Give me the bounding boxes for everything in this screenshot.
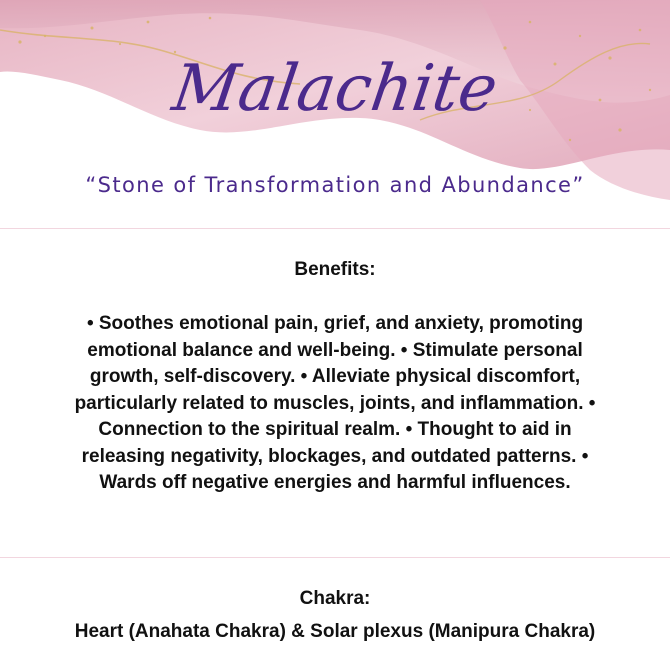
chakra-heading: Chakra:: [299, 588, 371, 609]
divider: [0, 228, 670, 229]
benefits-text: • Soothes emotional pain, grief, and anxiety, promoting emotional balance and well-being. • Stimulate personal growth, self-discovery. • Alleviate physical discomfort, particularly related to muscles, joints, and inflammation. • Connection to the spiritual realm. • Thought to aid in releasing negativity, blockages, and outdated patterns. • Wards off negative energies and harmful influences.: [74, 313, 596, 493]
chakra-text: Heart (Anahata Chakra) & Solar plexus (Manipura Chakra): [74, 621, 596, 642]
divider: [0, 557, 670, 558]
benefits-heading: Benefits:: [294, 259, 376, 280]
watercolor-header: [0, 0, 670, 228]
page-title: Malachite: [168, 52, 502, 126]
subtitle: “Stone of Transformation and Abundance”: [85, 173, 585, 197]
